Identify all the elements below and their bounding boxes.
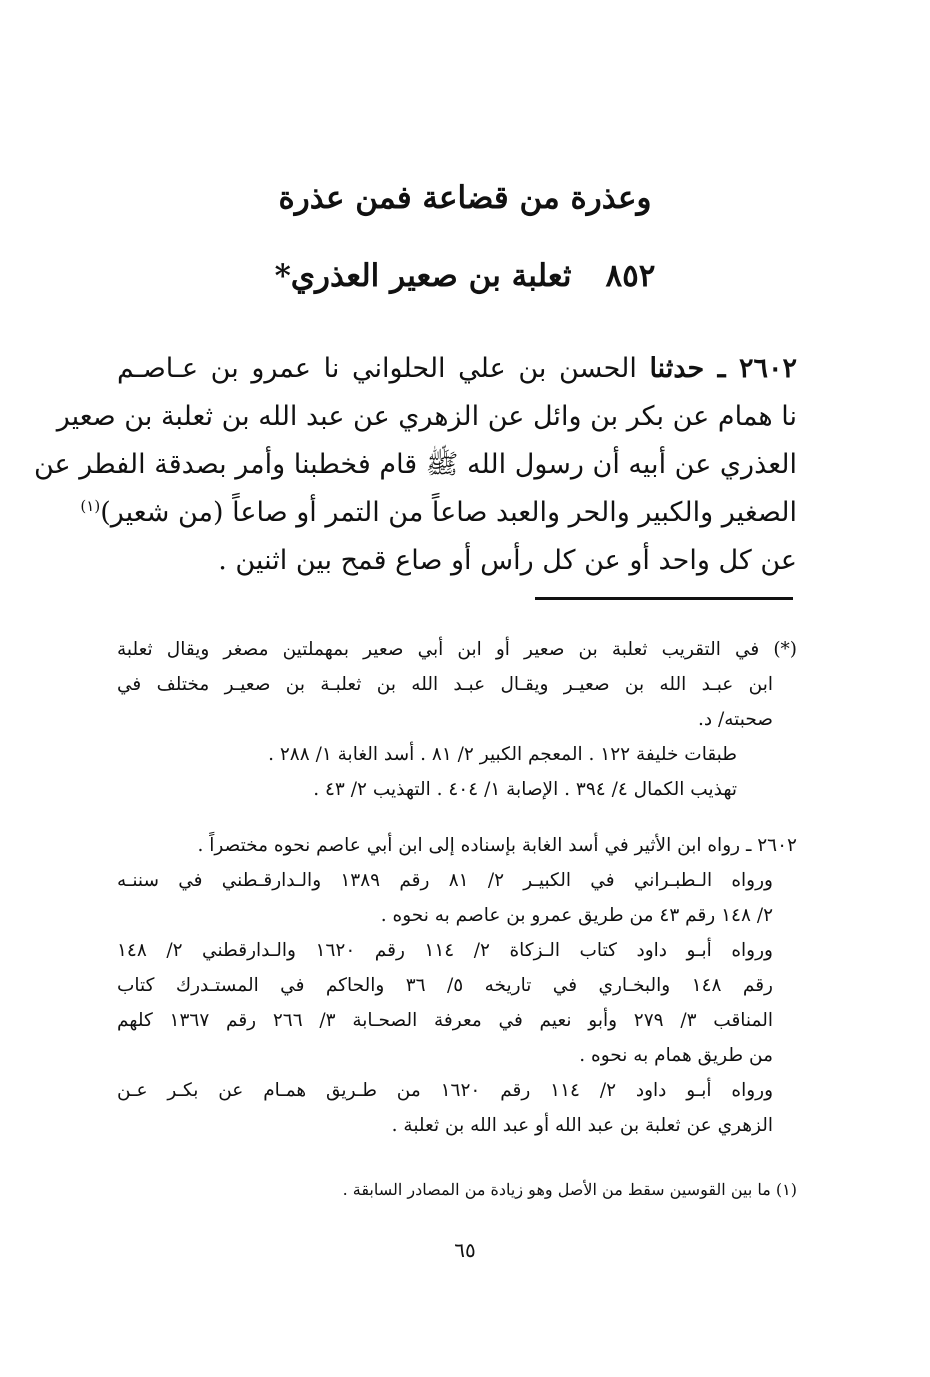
footnote-text: (١) ما بين القوسين سقط من الأصل وهو زيادة من المصادر السابقة . bbox=[342, 1180, 797, 1199]
note-line: ورواه أبـو داود كتاب الـزكاة ٢/ ١١٤ رقم ١٦٢٠ والـدارقطني ٢/ ١٤٨ bbox=[117, 940, 773, 961]
note-line: ابن عبـد الله بن صعيـر ويقـال عبـد الله بن ثعلبـة بن صعيـر مختلف في bbox=[117, 674, 773, 695]
hadith-line: الصغير والكبير والحر والعبد صاعاً من التمر أو صاعاً (من شعير)$^{(١)}$ bbox=[80, 497, 797, 528]
hadith-line: ٢٦٠٢ ـ حدثنا الحسن بن علي الحلواني نا عمرو بن عـاصـم bbox=[117, 353, 797, 384]
hadith-line: عن كل واحد أو عن كل رأس أو صاع قمح بين اثنين . bbox=[218, 545, 797, 576]
note-line: ورواه أبـو داود ٢/ ١١٤ رقم ١٦٢٠ من طـريق همـام عن بكـر عـن bbox=[117, 1080, 774, 1101]
note-line: الزهري عن ثعلبة بن عبد الله أو عبد الله بن ثعلبة . bbox=[391, 1115, 773, 1136]
source-line: طبقات خليفة ١٢٢ . المعجم الكبير ٢/ ٨١ . أسد الغابة ١/ ٢٨٨ . bbox=[268, 744, 737, 765]
note-line: رقم ١٤٨ والبخـاري في تاريخه ٥/ ٣٦ والحاكم في المستـدرك كتاب bbox=[117, 975, 773, 996]
hadith-text bbox=[33, 345, 797, 585]
takhrij-note bbox=[117, 828, 797, 1143]
entry-number: ٨٥٢ bbox=[605, 258, 656, 294]
page-number: ٦٥ bbox=[454, 1238, 476, 1262]
note-line: من طريق همام به نحوه . bbox=[579, 1045, 773, 1066]
note-line: ورواه الـطبـراني في الكبيـر ٢/ ٨١ رقم ١٣٨٩ والـدارقـطني في سننـه bbox=[117, 870, 773, 891]
note-line: ٢٦٠٢ ـ رواه ابن الأثير في أسد الغابة بإسناده إلى ابن أبي عاصم نحوه مختصراً . bbox=[197, 835, 797, 856]
footnote-divider bbox=[535, 597, 793, 600]
footnote-marker: (١) bbox=[80, 497, 101, 515]
note-line: ٢/ ١٤٨ رقم ٤٣ من طريق عمرو بن عاصم به نحوه . bbox=[380, 905, 773, 926]
hadith-line: العذري عن أبيه أن رسول الله ﷺ قام فخطبنا وأمر بصدقة الفطر عن bbox=[33, 449, 797, 480]
note-line: المناقب ٣/ ٢٧٩ وأبو نعيم في معرفة الصحـابة ٣/ ٢٦٦ رقم ١٣٦٧ كلهم bbox=[117, 1010, 773, 1031]
note-line: (*) في التقريب ثعلبة بن صعير أو ابن أبي صعير بمهملتين مصغر ويقال ثعلبة bbox=[117, 639, 797, 660]
biography-note bbox=[117, 632, 797, 807]
section-heading: وعذرة من قضاعة فمن عذرة bbox=[278, 180, 652, 216]
entry-name: ثعلبة بن صعير العذري* bbox=[274, 258, 572, 294]
source-line: تهذيب الكمال ٤/ ٣٩٤ . الإصابة ١/ ٤٠٤ . التهذيب ٢/ ٤٣ . bbox=[313, 779, 737, 800]
hadith-line: نا همام عن بكر بن وائل عن الزهري عن عبد الله بن ثعلبة بن صعير bbox=[56, 401, 797, 432]
hadith-number: ٢٦٠٢ ـ حدثنا bbox=[649, 353, 797, 384]
note-line: صحبته/ د. bbox=[698, 709, 773, 730]
footnote bbox=[117, 1172, 797, 1207]
entry-heading bbox=[0, 258, 930, 294]
